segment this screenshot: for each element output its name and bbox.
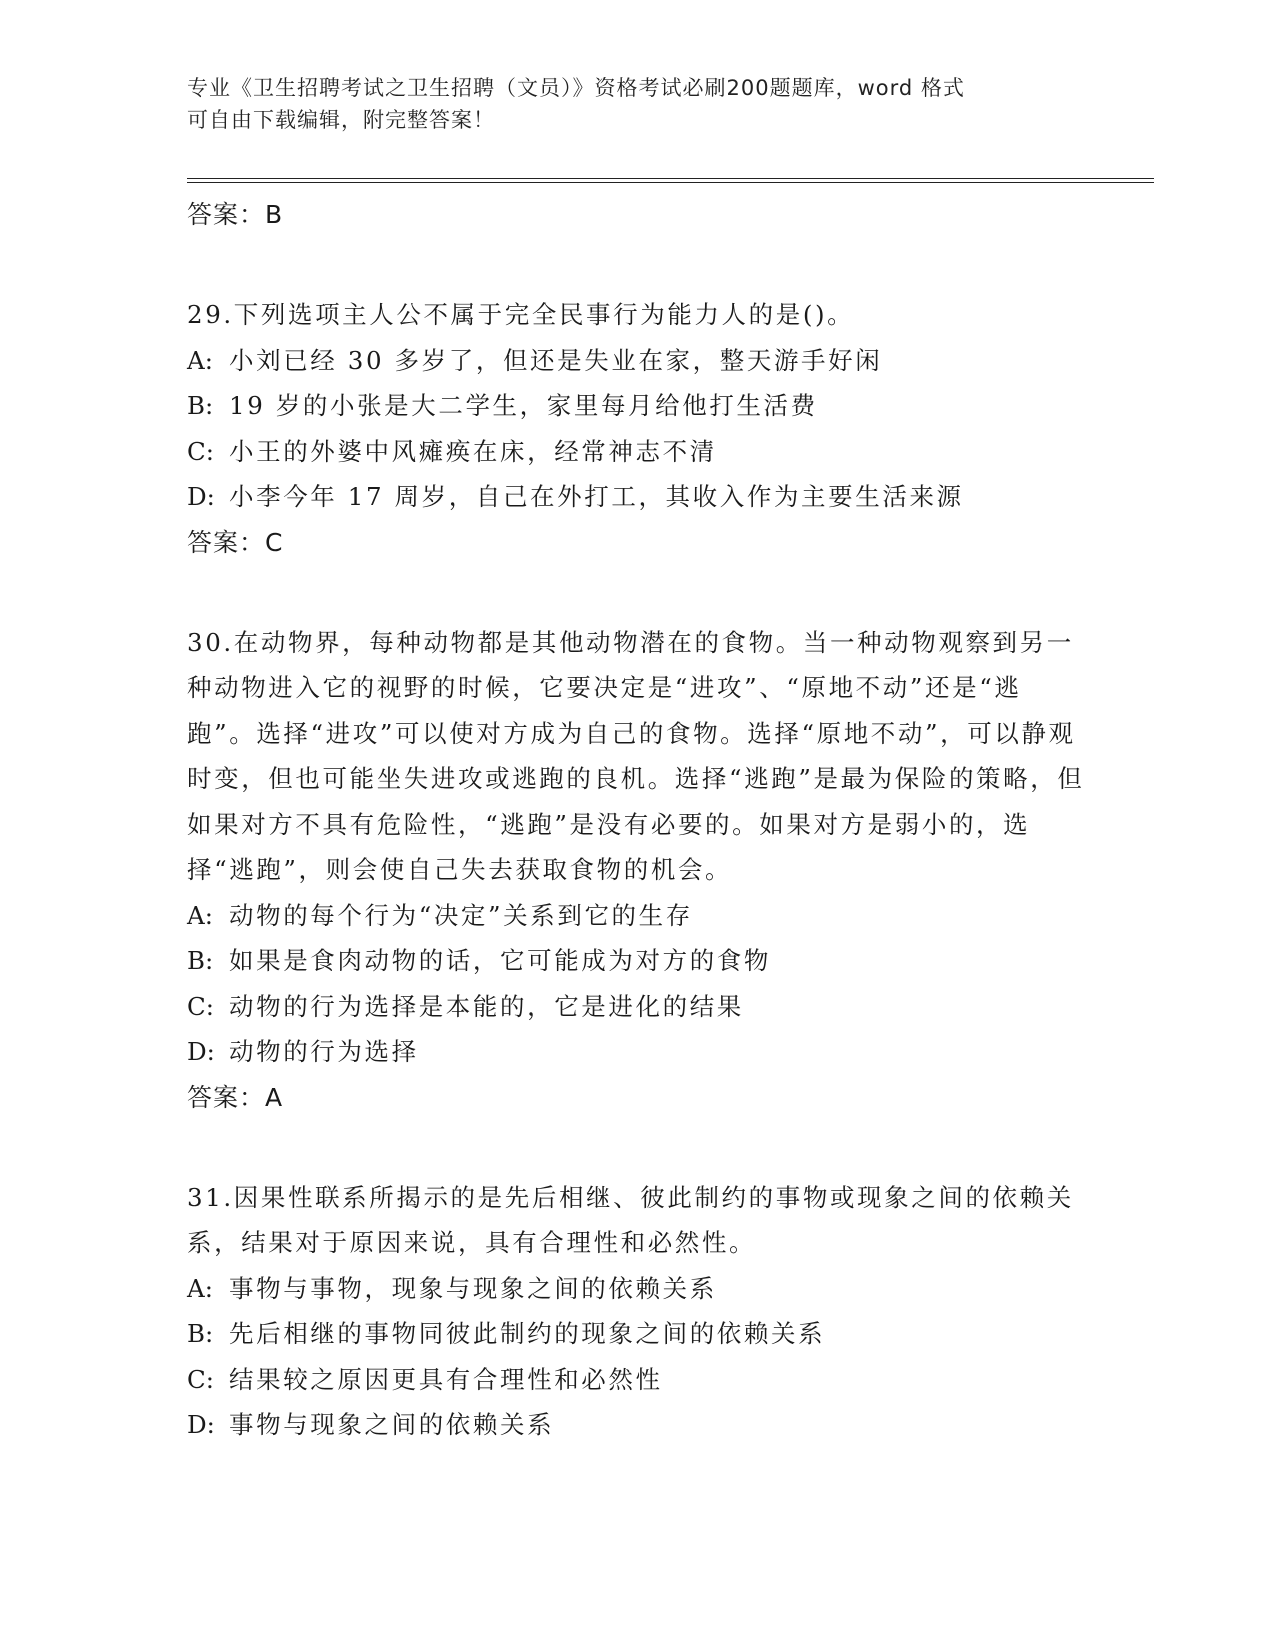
option-c — [187, 1357, 1087, 1403]
option-text: 19 岁的小张是大二学生，家里每月给他打生活费 — [229, 391, 818, 420]
option-d — [187, 474, 1087, 520]
option-text: 先后相继的事物同彼此制约的现象之间的依赖关系 — [229, 1319, 826, 1348]
header-title-line-1: 专业《卫生招聘考试之卫生招聘（文员）》资格考试必刷200题题库，word 格式 — [187, 76, 965, 100]
answer-line: 答案：A — [187, 1082, 284, 1112]
option-letter: A: — [187, 900, 213, 930]
option-a — [187, 1266, 1087, 1312]
header-divider — [187, 178, 1154, 183]
option-d — [187, 1029, 1087, 1075]
option-text: 如果是食肉动物的话，它可能成为对方的食物 — [229, 946, 771, 975]
option-text: 小王的外婆中风瘫痪在床，经常神志不清 — [229, 436, 717, 466]
option-b — [187, 383, 1087, 429]
question-29 — [187, 292, 1087, 565]
option-letter: A: — [187, 1273, 213, 1303]
option-text: 动物的行为选择 — [229, 1037, 419, 1066]
option-a — [187, 893, 1087, 939]
option-text: 事物与现象之间的依赖关系 — [229, 1410, 555, 1439]
option-letter: D: — [187, 482, 215, 511]
question-stem: 31.因果性联系所揭示的是先后相继、彼此制约的事物或现象之间的依赖关系，结果对于原因来说，具有合理性和必然性。 — [187, 1182, 1074, 1257]
question-31 — [187, 1175, 1087, 1448]
option-c — [187, 984, 1087, 1030]
option-text: 小李今年 17 周岁，自己在外打工，其收入作为主要生活来源 — [229, 482, 964, 511]
option-letter: D: — [187, 1037, 215, 1066]
option-letter: D: — [187, 1410, 215, 1439]
answer-line: 答案：B — [187, 200, 284, 229]
option-letter: B: — [187, 391, 214, 420]
option-text: 动物的行为选择是本能的，它是进化的结果 — [229, 991, 744, 1021]
document-header — [187, 72, 1067, 136]
option-letter: B: — [187, 946, 214, 975]
option-text: 事物与事物，现象与现象之间的依赖关系 — [229, 1273, 717, 1303]
option-letter: A: — [187, 345, 213, 375]
answer-line: 答案：C — [187, 527, 284, 557]
option-letter: C: — [187, 991, 215, 1021]
option-a — [187, 338, 1087, 384]
option-d — [187, 1402, 1087, 1448]
option-b — [187, 938, 1087, 984]
question-30 — [187, 620, 1087, 1120]
option-c — [187, 429, 1087, 475]
question-list — [187, 192, 1087, 1448]
question-stem: 30.在动物界，每种动物都是其他动物潜在的食物。当一种动物观察到另一种动物进入它的视野的时候，它要决定是“进攻”、“原地不动”还是“逃跑”。选择“进攻”可以使对方成为自己的食物。选择“原地不动”，可以静观时变，但也可能坐失进攻或逃跑的良机。选择“逃跑”是最为保险的策略，但如果对方不具有危险性，“逃跑”是没有必要的。如果对方是弱小的，选择“逃跑”，则会使自己失去获取食物的机会。 — [187, 627, 1085, 884]
option-letter: C: — [187, 1364, 215, 1394]
option-text: 结果较之原因更具有合理性和必然性 — [229, 1364, 663, 1394]
option-letter: B: — [187, 1319, 214, 1348]
option-text: 动物的每个行为“决定”关系到它的生存 — [229, 900, 693, 930]
option-letter: C: — [187, 436, 215, 466]
option-text: 小刘已经 30 多岁了，但还是失业在家，整天游手好闲 — [229, 345, 883, 375]
option-b — [187, 1311, 1087, 1357]
question-stem: 29.下列选项主人公不属于完全民事行为能力人的是()。 — [187, 300, 855, 329]
header-title-line-2: 可自由下载编辑，附完整答案！ — [187, 108, 495, 132]
